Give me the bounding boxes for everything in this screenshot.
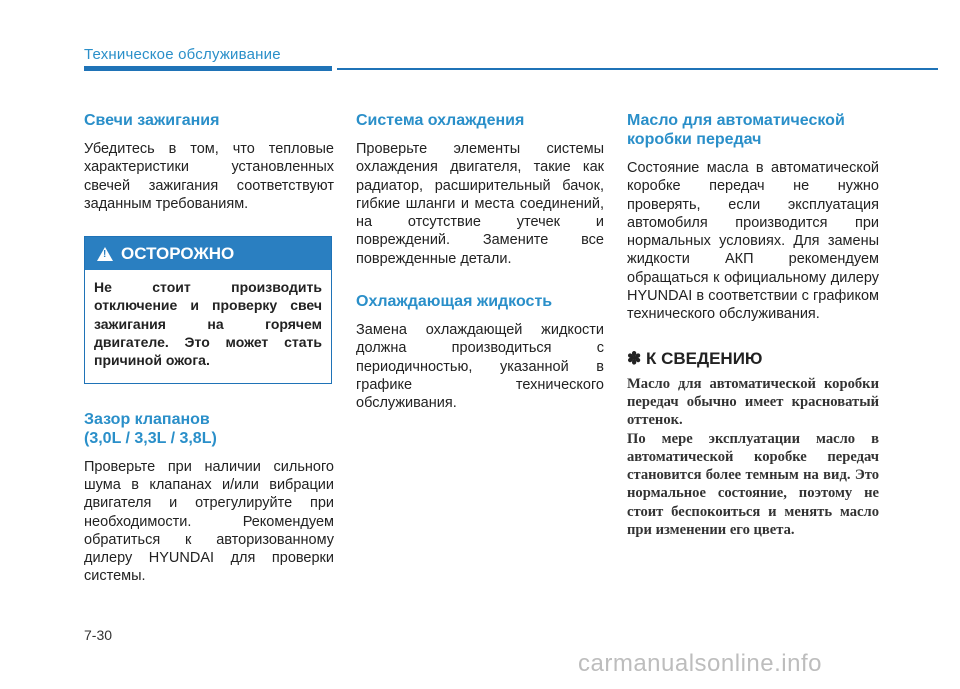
header-rule-thin: [337, 68, 938, 70]
spark-plugs-heading: Свечи зажигания: [84, 112, 220, 129]
coolant-heading: Охлаждающая жидкость: [356, 293, 553, 311]
warning-triangle-icon: [97, 247, 113, 261]
section-header-title: Техническое обслуживание: [84, 46, 281, 63]
info-label: К СВЕДЕНИЮ: [645, 348, 763, 368]
coolant-text: Замена охлаждающей жидкости должна производиться с периодичностью, указанной в графике технического обслуживания.: [356, 322, 604, 412]
valve-clearance-heading: [84, 410, 334, 448]
atf-heading-line2: коробки передач: [627, 131, 762, 148]
caution-label: ОСТОРОЖНО: [121, 243, 235, 263]
atf-heading-line1: Масло для автоматической: [627, 112, 845, 129]
info-text-1: Масло для автоматической коробки передач обычно имеет красноватый оттенок.: [627, 375, 879, 429]
atf-text: Состояние масла в автоматической коробке передач не нужно проверять, если эксплуатация автомобиля производится при нормальных условиях. Для замены жидкости АКП рекомендуем обращаться к официальному дилеру HYUNDAI в соответствии с графиком технического обслуживания.: [627, 160, 879, 323]
column-right: [627, 111, 879, 539]
info-text-2: По мере эксплуатации масло в автоматической коробке передач становится более темным на вид. Это нормальное состояние, поэтому не стоит беспокоиться и менять масло при изменении его цвета.: [627, 430, 879, 539]
caution-box: [84, 236, 332, 383]
caution-text: Не стоит производить отключение и проверку свеч зажигания на горячем двигателе. Это может стать причиной ожога.: [94, 279, 322, 369]
info-header: [627, 349, 879, 369]
header-rule-thick: [84, 66, 332, 71]
valve-clearance-heading-line2: (3,0L / 3,3L / 3,8L): [84, 429, 217, 447]
spark-plugs-text: Убедитесь в том, что тепловые характеристики установленных свечей зажигания соответствуют заданным требованиям.: [84, 141, 334, 212]
valve-clearance-heading-line1: Зазор клапанов: [84, 410, 210, 428]
cooling-system-heading: Система охлаждения: [356, 112, 525, 129]
page-number: 7-30: [84, 627, 113, 643]
info-asterisk-icon: ✽: [627, 348, 642, 368]
cooling-system-text: Проверьте элементы системы охлаждения двигателя, такие как радиатор, расширительный бачок, гибкие шланги и места соединений, на отсутствие утечек и повреждений. Замените все поврежденные детали.: [356, 141, 604, 267]
caution-header: [85, 237, 331, 270]
column-left: [84, 111, 334, 586]
atf-heading: [627, 111, 879, 149]
valve-clearance-text: Проверьте при наличии сильного шума в клапанах и/или вибрации двигателя и отрегулируйте при необходимости. Рекомендуем обратиться к авторизованному дилеру HYUNDAI для проверки системы.: [84, 458, 334, 585]
column-middle: [356, 111, 604, 413]
watermark: carmanualsonline.info: [578, 650, 822, 677]
